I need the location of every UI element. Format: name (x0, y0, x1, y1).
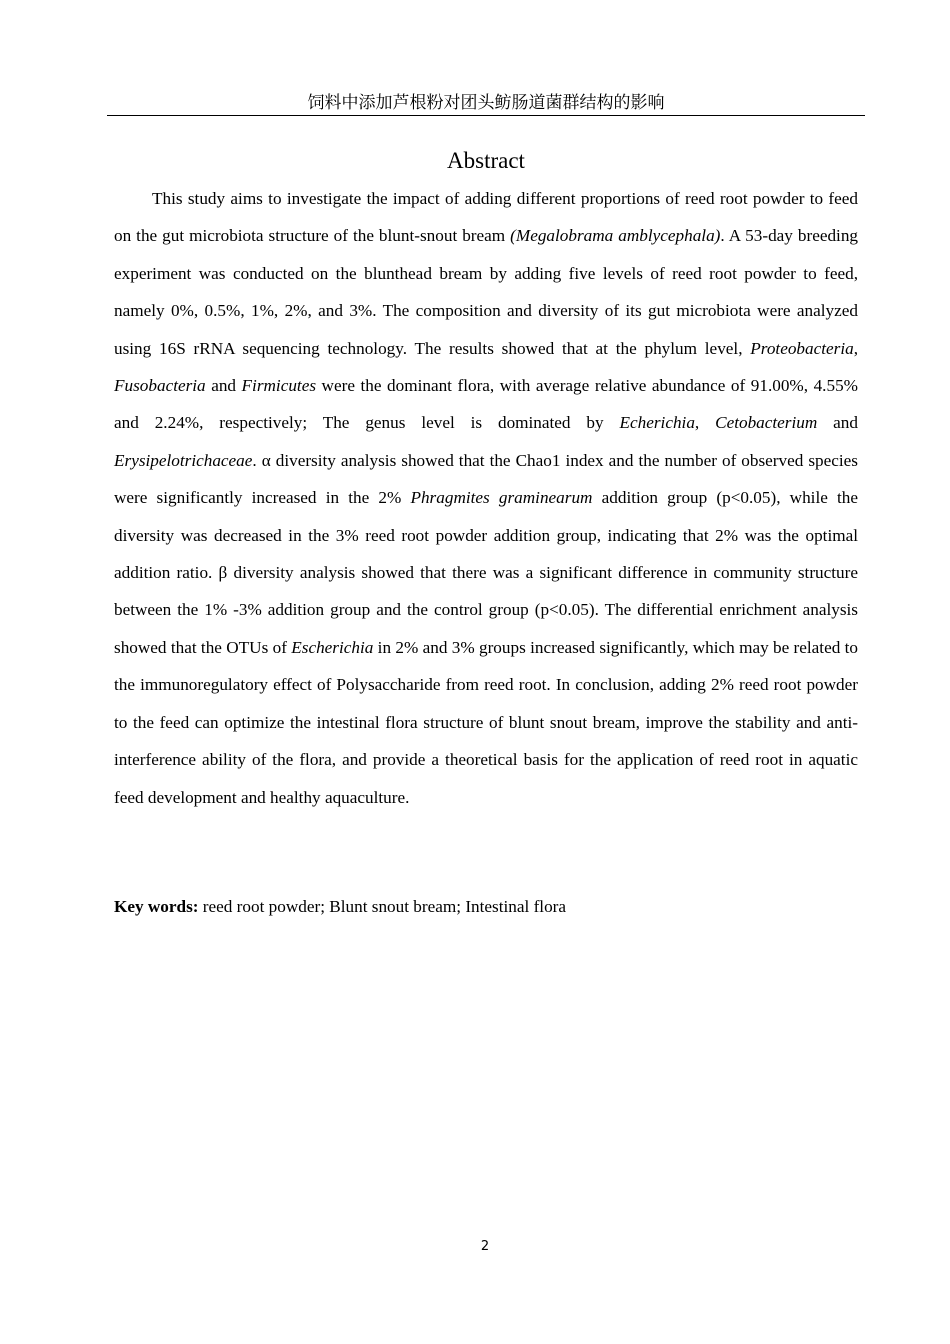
phylum-name: Proteobacteria (750, 338, 854, 358)
abstract-text: in 2% and 3% groups increased significantly, which may be related to the immunoregulatory effect of Polysaccharide from reed root. In conclusion, adding 2% reed root powder to the feed can optimize the intestinal flora structure of blunt snout bream, improve the stability and anti-interference ability of the flora, and provide a theoretical basis for the application of reed root in aquatic feed development and healthy aquaculture. (114, 637, 858, 807)
genus-name: Escherichia (291, 637, 374, 657)
abstract-text: This study aims to investigate the impact of adding different proportions of reed root powder to feed on the gut microbiota structure of the blunt-snout bream (114, 189, 858, 246)
genus-name: Erysipelotrichaceae (114, 450, 253, 470)
species-name: Phragmites graminearum (410, 488, 593, 508)
keywords-text: reed root powder; Blunt snout bream; Intestinal flora (198, 897, 567, 916)
genus-name: Cetobacterium (715, 413, 818, 433)
abstract-text: , (694, 413, 716, 433)
abstract-text: and (205, 376, 242, 396)
abstract-text: . α diversity analysis showed that the Chao1 index and the number of observed species were significantly increased in the 2% (114, 450, 858, 508)
abstract-paragraph (114, 180, 858, 816)
running-header: 饲料中添加芦根粉对团头鲂肠道菌群结构的影响 (307, 93, 665, 113)
abstract-text: addition group (p<0.05), while the diversity was decreased in the 3% reed root powder addition group, indicating that 2% was the optimal addition ratio. β diversity analysis showed that there was a significant difference in community structure between the 1% -3% addition group and the control group (p<0.05). The differential enrichment analysis showed that the OTUs of (114, 488, 859, 657)
phylum-name: Firmicutes (241, 376, 317, 396)
section-title: Abstract (447, 148, 525, 173)
species-name: (Megalobrama amblycephala) (510, 226, 721, 246)
phylum-name: Fusobacteria (114, 376, 206, 396)
keywords-label: Key words: (114, 897, 199, 916)
abstract-text: and (817, 413, 858, 433)
abstract-text: , (853, 338, 858, 358)
header-rule (107, 115, 865, 116)
abstract-text: were the dominant flora, with average relative abundance of 91.00%, 4.55% and 2.24%, respectively; The genus level is dominated by (114, 376, 858, 433)
keywords-line (114, 892, 858, 922)
page-number: 2 (480, 1239, 490, 1254)
abstract-text: . A 53-day breeding experiment was conducted on the blunthead bream by adding five levels of reed root powder to feed, namely 0%, 0.5%, 1%, 2%, and 3%. The composition and diversity of its gut microbiota were analyzed using 16S rRNA sequencing technology. The results showed that at the phylum level, (114, 226, 859, 358)
genus-name: Echerichia (619, 413, 695, 433)
